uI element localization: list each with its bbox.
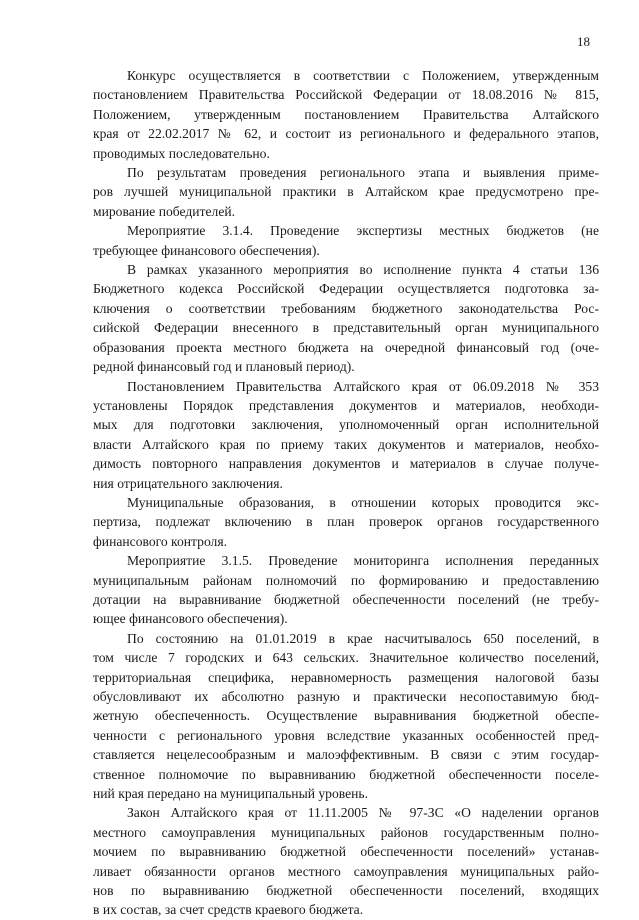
text-line: установлены Порядок представления документов и материалов, необходи- — [93, 397, 599, 413]
text-line: ственное полномочие по выравниванию бюджетной обеспеченности поселе- — [93, 766, 599, 782]
text-line: нов по выравниванию бюджетной обеспеченности поселений, входящих — [93, 883, 599, 899]
text-line: образования проекта местного бюджета на очередной финансовый год (оче- — [93, 339, 599, 355]
text-line: пертиза, подлежат включению в план проверок органов государственного — [93, 514, 599, 530]
text-line: финансового контроля. — [93, 533, 227, 549]
page-number: 18 — [577, 34, 590, 49]
text-line: Положением, утвержденным постановлением Правительства Алтайского — [93, 106, 599, 122]
text-line: требующее финансового обеспечения). — [93, 242, 320, 258]
paragraph — [93, 629, 599, 804]
text-line: Бюджетного кодекса Российской Федерации осуществляется подготовка за- — [93, 281, 599, 297]
paragraph — [93, 66, 599, 163]
text-line: в их состав, за счет средств краевого бюджета. — [93, 902, 364, 918]
text-line: Конкурс осуществляется в соответствии с Положением, утвержденным — [127, 68, 599, 83]
text-line: власти Алтайского края по приему таких документов и материалов, необхо- — [93, 436, 599, 452]
text-line: том числе 7 городских и 643 сельских. Значительное количество поселений, — [93, 650, 599, 666]
text-line: ключения о соответствии требованиям бюджетного законодательства Рос- — [93, 300, 599, 316]
text-line: сийской Федерации внесенного в представительный орган муниципального — [93, 320, 599, 336]
text-line: ливает обязанности органов местного самоуправления муниципальных райо- — [93, 863, 599, 879]
text-line: проводимых последовательно. — [93, 145, 270, 161]
text-line: территориальная специфика, неравномерность размещения налоговой базы — [93, 669, 599, 685]
text-line: димость повторного направления документов и материалов в случае получе- — [93, 456, 599, 472]
text-line: мочием по выравниванию бюджетной обеспеченности поселений» устанав- — [93, 844, 599, 860]
text-line: постановлением Правительства Российской Федерации от 18.08.2016 № 815, — [93, 87, 599, 103]
text-line: Постановлением Правительства Алтайского края от 06.09.2018 № 353 — [127, 378, 599, 394]
text-line: Мероприятие 3.1.5. Проведение мониторинга исполнения переданных — [127, 553, 599, 569]
paragraph — [93, 163, 599, 221]
text-line: ющее финансового обеспечения). — [93, 611, 288, 627]
paragraph — [93, 221, 599, 260]
paragraph — [93, 803, 599, 919]
text-line: дотации на выравнивание бюджетной обеспеченности поселений (не требу- — [93, 591, 599, 607]
document-body — [93, 66, 599, 920]
text-line: В рамках указанного мероприятия во исполнение пункта 4 статьи 136 — [127, 262, 599, 278]
text-line: Мероприятие 3.1.4. Проведение экспертизы местных бюджетов (не — [127, 223, 599, 239]
text-line: мирование победителей. — [93, 203, 236, 219]
paragraph — [93, 377, 599, 493]
text-line: ставляется нецелесообразным и малоэффективным. В связи с этим государ- — [93, 747, 599, 763]
text-line: муниципальным районам полномочий по формированию и предоставлению — [93, 572, 599, 588]
text-line: местного самоуправления муниципальных районов государственным полно- — [93, 824, 599, 840]
text-line: По результатам проведения регионального этапа и выявления приме- — [127, 165, 599, 181]
text-line: жетную обеспеченность. Осуществление выравнивания бюджетной обеспе- — [93, 708, 599, 724]
text-line: ния отрицательного заключения. — [93, 475, 283, 491]
paragraph — [93, 493, 599, 551]
paragraph — [93, 551, 599, 629]
text-line: края от 22.02.2017 № 62, и состоит из регионального и федерального этапов, — [93, 126, 599, 142]
text-line: ченности с регионального уровня вследствие указанных особенностей пред- — [93, 727, 599, 743]
text-line: редной финансовый год и плановый период). — [93, 359, 355, 375]
text-line: обусловливают их абсолютно разную и практически несопоставимую бюд- — [93, 689, 599, 704]
text-line: По состоянию на 01.01.2019 в крае насчитывалось 650 поселений, в — [127, 630, 599, 646]
text-line: Закон Алтайского края от 11.11.2005 № 97-ЗС «О наделении органов — [127, 805, 599, 821]
text-line: ров лучшей муниципальной практики в Алтайском крае предусмотрено пре- — [93, 184, 599, 200]
paragraph — [93, 260, 599, 376]
text-line: мых для подготовки заключения, уполномоченный орган исполнительной — [93, 417, 599, 433]
text-line: ний края передано на муниципальный уровень. — [93, 786, 369, 802]
text-line: Муниципальные образования, в отношении которых проводится экс- — [127, 494, 599, 510]
